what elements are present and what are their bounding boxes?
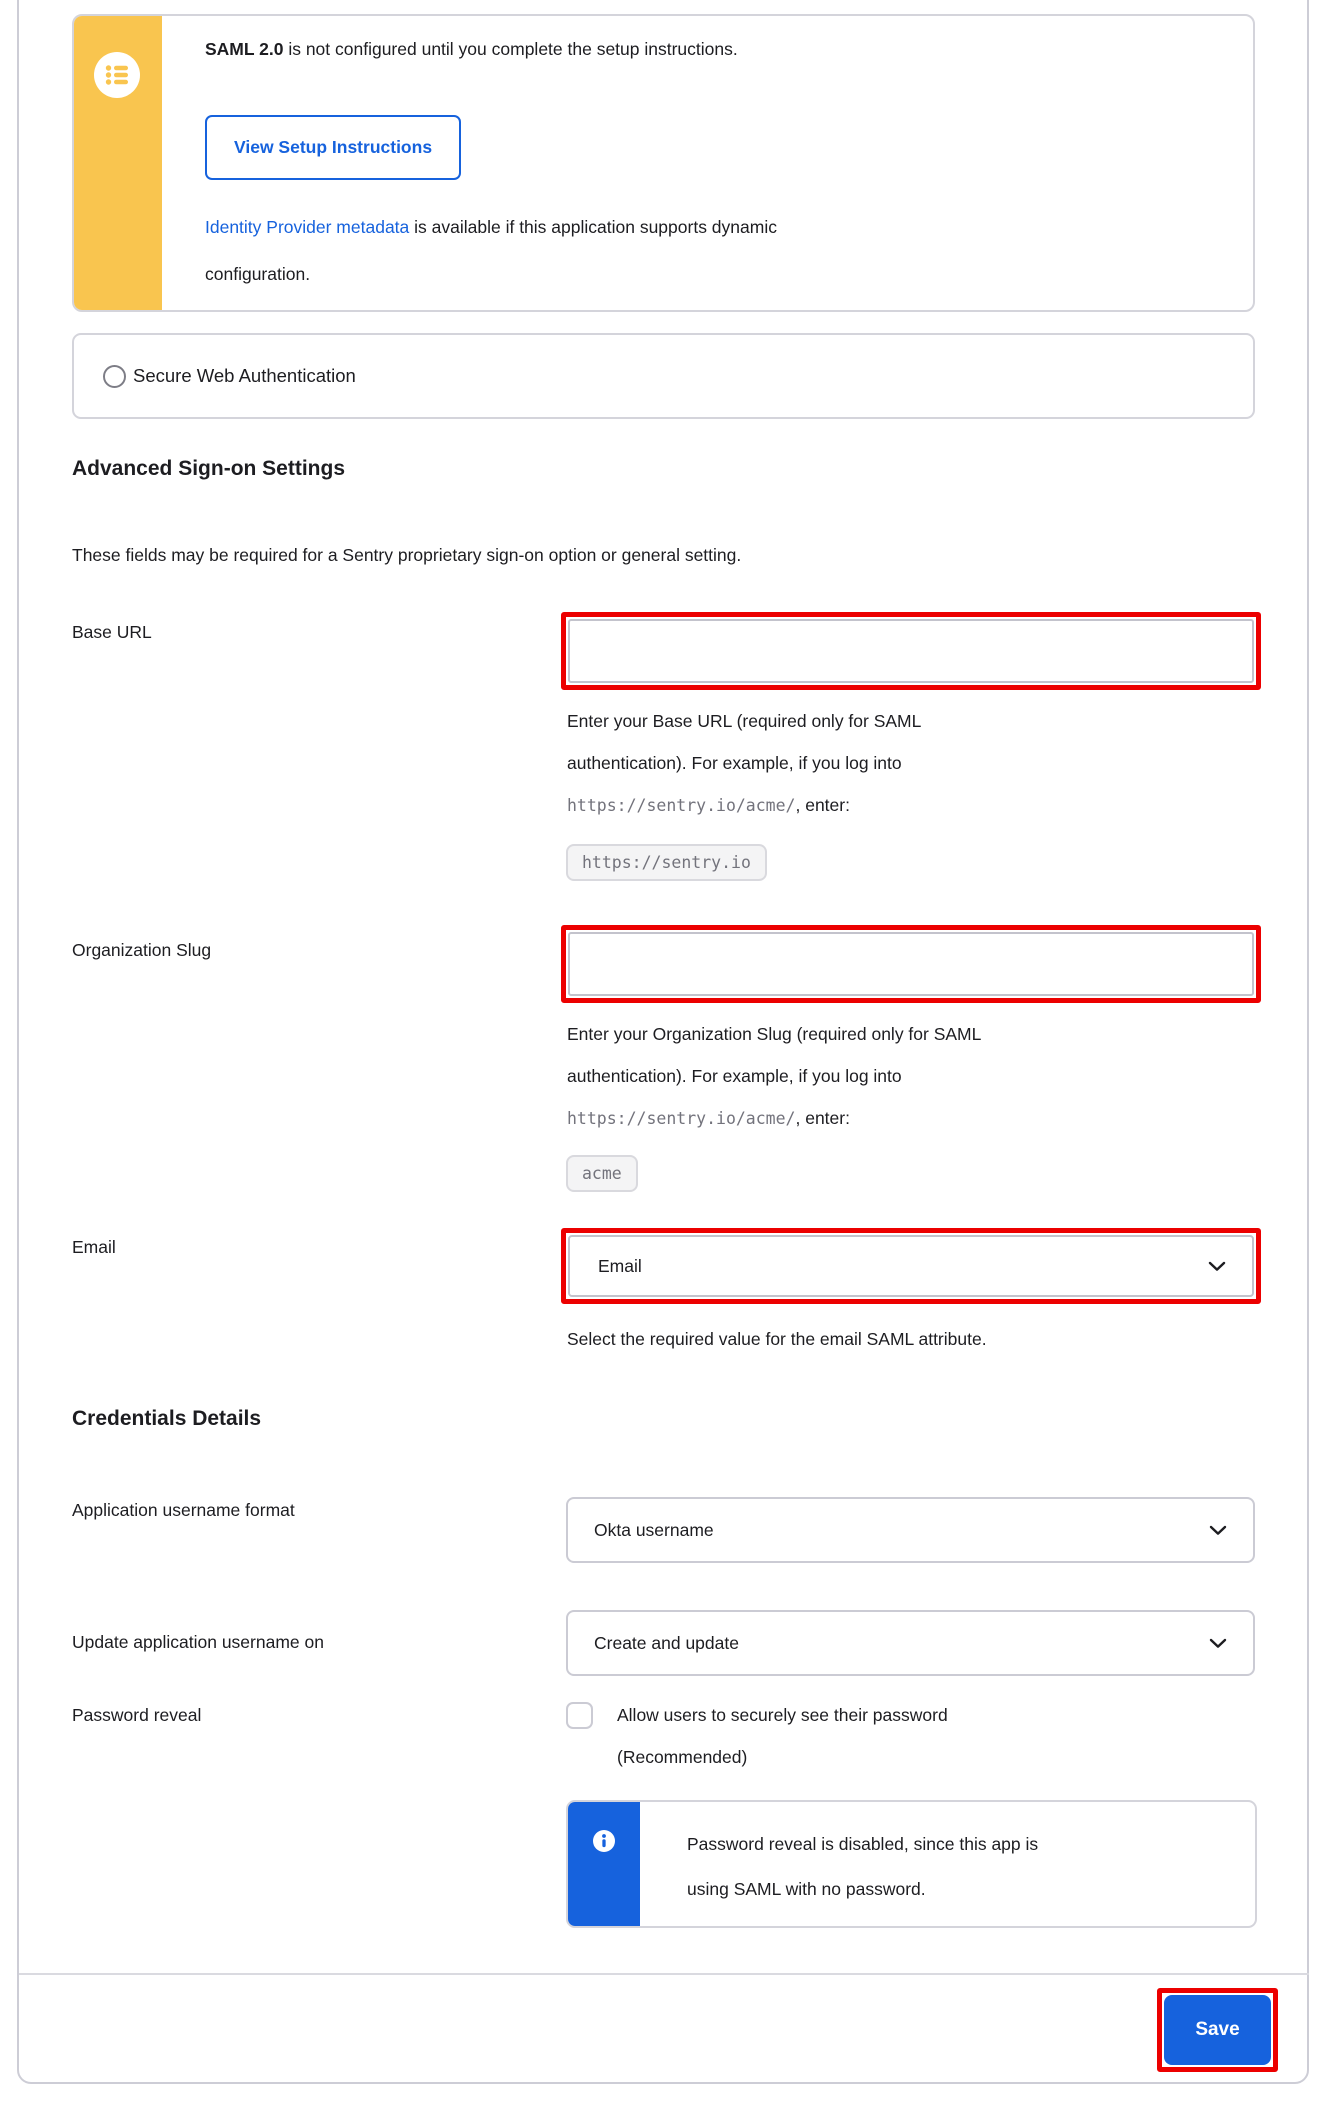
password-reveal-checkbox-line2: (Recommended) bbox=[617, 1747, 748, 1767]
base-url-help-line1: Enter your Base URL (required only for SAML bbox=[567, 711, 922, 731]
base-url-help-enter: , enter: bbox=[795, 795, 850, 815]
save-button[interactable]: Save bbox=[1164, 1995, 1271, 2065]
banner-message bbox=[205, 34, 1213, 64]
info-callout-strip bbox=[568, 1802, 640, 1926]
app-username-format-label: Application username format bbox=[72, 1500, 295, 1520]
organization-slug-help-example-url: https://sentry.io/acme/ bbox=[567, 1109, 796, 1128]
chevron-down-icon bbox=[1209, 1638, 1227, 1649]
saml-warning-banner bbox=[72, 14, 1255, 312]
base-url-highlight bbox=[561, 612, 1261, 690]
app-username-format-select[interactable] bbox=[566, 1497, 1255, 1563]
email-help: Select the required value for the email SAML attribute. bbox=[567, 1329, 987, 1349]
app-username-format-value: Okta username bbox=[594, 1519, 714, 1540]
base-url-input[interactable] bbox=[568, 619, 1254, 683]
base-url-help bbox=[567, 700, 921, 827]
chevron-down-icon bbox=[1209, 1525, 1227, 1536]
base-url-help-example-url: https://sentry.io/acme/ bbox=[567, 796, 796, 815]
banner-message-strong: SAML 2.0 bbox=[205, 39, 284, 59]
password-reveal-checkbox-line1: Allow users to securely see their password bbox=[617, 1705, 948, 1725]
base-url-label: Base URL bbox=[72, 622, 152, 642]
base-url-help-line2: authentication). For example, if you log into bbox=[567, 753, 902, 773]
organization-slug-example-chip: acme bbox=[566, 1155, 638, 1192]
banner-body bbox=[162, 16, 1253, 310]
save-button-highlight bbox=[1157, 1988, 1278, 2072]
swa-radio-label: Secure Web Authentication bbox=[133, 365, 356, 386]
organization-slug-highlight bbox=[561, 925, 1261, 1003]
organization-slug-label: Organization Slug bbox=[72, 940, 212, 960]
email-select-highlight bbox=[561, 1228, 1261, 1304]
organization-slug-help bbox=[567, 1013, 981, 1140]
base-url-example-chip: https://sentry.io bbox=[566, 844, 767, 881]
banner-metadata-text bbox=[205, 204, 1213, 298]
email-select[interactable] bbox=[568, 1235, 1254, 1297]
banner-metadata-rest: is available if this application supports dynamic bbox=[409, 217, 777, 237]
email-select-value: Email bbox=[598, 1255, 642, 1276]
email-label: Email bbox=[72, 1237, 116, 1257]
banner-message-rest: is not configured until you complete the setup instructions. bbox=[283, 39, 738, 59]
credentials-details-heading: Credentials Details bbox=[72, 1407, 262, 1430]
update-username-on-select[interactable] bbox=[566, 1610, 1255, 1676]
footer-divider bbox=[19, 1973, 1309, 1975]
password-reveal-label: Password reveal bbox=[72, 1705, 202, 1725]
advanced-settings-intro: These fields may be required for a Sentry proprietary sign-on option or general setting. bbox=[72, 545, 742, 565]
banner-warning-strip bbox=[74, 16, 162, 310]
info-callout-line2: using SAML with no password. bbox=[687, 1879, 926, 1899]
banner-metadata-line2: configuration. bbox=[205, 264, 311, 284]
organization-slug-help-enter: , enter: bbox=[795, 1108, 850, 1128]
organization-slug-input[interactable] bbox=[568, 932, 1254, 996]
password-reveal-info-callout bbox=[566, 1800, 1257, 1928]
update-username-on-value: Create and update bbox=[594, 1632, 739, 1653]
advanced-settings-heading: Advanced Sign-on Settings bbox=[72, 457, 346, 480]
sign-on-method-option bbox=[72, 333, 1255, 419]
update-username-on-label: Update application username on bbox=[72, 1632, 324, 1652]
info-callout-line1: Password reveal is disabled, since this app is bbox=[687, 1834, 1039, 1854]
view-setup-instructions-button[interactable]: View Setup Instructions bbox=[205, 115, 461, 180]
password-reveal-checkbox[interactable] bbox=[566, 1702, 593, 1729]
chevron-down-icon bbox=[1208, 1261, 1226, 1272]
organization-slug-help-line1: Enter your Organization Slug (required only for SAML bbox=[567, 1024, 982, 1044]
identity-provider-metadata-link[interactable]: Identity Provider metadata bbox=[205, 217, 410, 237]
info-callout-text bbox=[640, 1802, 1048, 1926]
swa-radio-button[interactable] bbox=[103, 365, 126, 388]
password-reveal-checkbox-label bbox=[617, 1694, 948, 1778]
organization-slug-help-line2: authentication). For example, if you log into bbox=[567, 1066, 902, 1086]
